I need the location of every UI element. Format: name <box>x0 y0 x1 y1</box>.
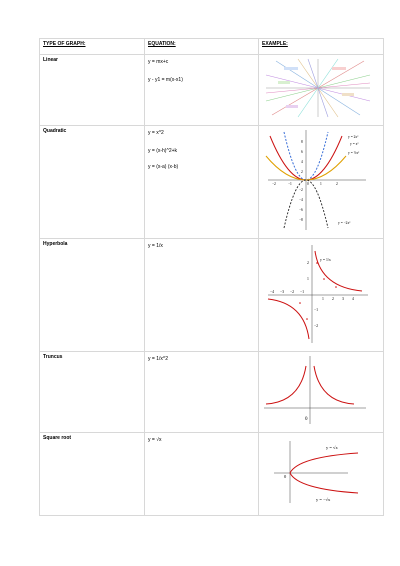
x-tick: −1 <box>288 182 292 186</box>
square-root-graph-icon <box>262 435 374 507</box>
truncus-graph-icon <box>262 354 374 426</box>
x-tick: −2 <box>290 290 295 294</box>
curve-label: y = 1/x <box>320 258 331 262</box>
equation: y - y1 = m(x-x1) <box>148 77 183 83</box>
curve-label: y = x² <box>350 142 359 146</box>
y-tick: −4 <box>299 198 303 202</box>
curve-label: y = −2x² <box>338 221 351 225</box>
header-example: EXAMPLE: <box>259 39 384 55</box>
x-tick: 1 <box>320 182 322 186</box>
y-tick: 1 <box>307 277 309 281</box>
graph-reference-sheet <box>39 38 362 524</box>
example-cell <box>259 55 384 126</box>
parabola-graph-icon <box>262 128 374 232</box>
x-tick: −2 <box>272 182 276 186</box>
y-tick: 2 <box>307 261 309 265</box>
equation: y = 1/x <box>148 243 163 249</box>
x-tick: 4 <box>352 297 354 301</box>
equation: y = mx+c <box>148 59 169 65</box>
linear-lines-graph-icon <box>262 57 374 119</box>
origin-label: 0 <box>305 417 308 422</box>
header-row <box>40 39 384 55</box>
equation: y = 1/x^2 <box>148 356 168 362</box>
graph-type-name: Quadratic <box>40 126 145 239</box>
x-tick: 3 <box>342 297 344 301</box>
y-tick: 6 <box>301 150 303 154</box>
equation: y = x^2 <box>148 130 164 136</box>
example-cell <box>259 433 384 516</box>
equation-cell <box>145 126 259 239</box>
origin-label: 0 <box>284 474 287 479</box>
graph-table <box>39 38 384 516</box>
y-tick: 8 <box>301 140 303 144</box>
y-tick: 2 <box>301 170 303 174</box>
equation-cell <box>145 239 259 352</box>
y-tick: 4 <box>301 160 303 164</box>
equation-cell <box>145 55 259 126</box>
y-tick: −2 <box>314 324 319 328</box>
graph-type-name: Truncus <box>40 352 145 433</box>
graph-type-name: Hyperbola <box>40 239 145 352</box>
curve-label: y = √x <box>326 445 338 450</box>
x-tick: −4 <box>270 290 275 294</box>
equation-cell <box>145 433 259 516</box>
row-linear <box>40 55 384 126</box>
equation: y = √x <box>148 437 162 443</box>
y-tick: −1 <box>314 308 319 312</box>
equation: y = (x-a) (x-b) <box>148 164 179 170</box>
x-tick: 2 <box>336 182 338 186</box>
header-equation: EQUATION: <box>145 39 259 55</box>
x-tick: 2 <box>332 297 334 301</box>
x-tick: 0 <box>307 182 309 186</box>
example-cell <box>259 126 384 239</box>
x-tick: −3 <box>280 290 285 294</box>
row-square-root <box>40 433 384 516</box>
curve-label: y = 2x² <box>348 135 359 139</box>
x-tick: −1 <box>300 290 305 294</box>
example-cell <box>259 239 384 352</box>
curve-label: y = ½x² <box>348 151 360 155</box>
equation: y = (x-h)^2+k <box>148 148 178 154</box>
graph-type-name: Square root <box>40 433 145 516</box>
x-tick: 1 <box>322 297 324 301</box>
graph-type-name: Linear <box>40 55 145 126</box>
y-tick: −2 <box>299 188 303 192</box>
y-tick: −8 <box>299 218 303 222</box>
equation-cell <box>145 352 259 433</box>
y-tick: −6 <box>299 208 303 212</box>
row-truncus <box>40 352 384 433</box>
row-hyperbola <box>40 239 384 352</box>
row-quadratic <box>40 126 384 239</box>
curve-label: y = −√x <box>316 497 331 502</box>
example-cell <box>259 352 384 433</box>
hyperbola-graph-icon <box>262 241 374 345</box>
header-type: TYPE OF GRAPH: <box>40 39 145 55</box>
